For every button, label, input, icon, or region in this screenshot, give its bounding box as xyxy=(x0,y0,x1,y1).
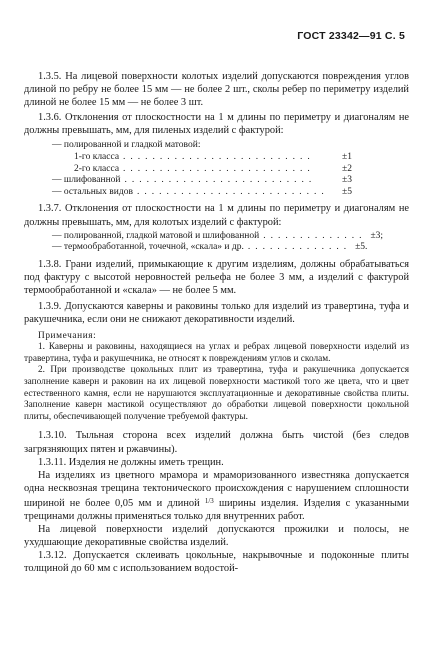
clause-1-3-10: 1.3.10. Тыльная сторона всех изделий должна быть чистой (без следов загрязняющих пятен и ржавчины). xyxy=(24,430,409,455)
clause-1-3-6: 1.3.6. Отклонения от плоскостности на 1 м длины по периметру и диагоналям не должны превышать, мм, для пиленых изделий с фактурой: xyxy=(24,112,409,137)
list-item-label: 1-го класса xyxy=(74,152,120,163)
flatness-list-sawn xyxy=(52,140,352,198)
notes-block xyxy=(24,331,409,424)
leader-dots: .......................... xyxy=(123,152,315,163)
leader-dots: .......................... xyxy=(123,163,315,174)
list-item-label: — остальных видов xyxy=(52,186,133,197)
fraction: 1/3 xyxy=(204,496,214,505)
list-item-value: ±2 xyxy=(342,163,352,174)
list-item-value: ±5 xyxy=(342,186,352,197)
list-item-label: — шлифованной xyxy=(52,175,121,186)
list-item xyxy=(52,175,352,187)
clause-1-3-8: 1.3.8. Грани изделий, примыкающие к другим изделиям, должны обрабатываться под фактуру с высотой неровностей рельефа не более 3 мм, а изделий с фактурой термообработанной и «скала» — не более 5 мм. xyxy=(24,259,409,297)
clause-1-3-9: 1.3.9. Допускаются каверны и раковины только для изделий из травертина, туфа и ракушечника, если они не снижают декоративности изделий. xyxy=(24,300,409,325)
list-item-value: ±3; xyxy=(370,230,384,241)
clause-1-3-12: 1.3.12. Допускается склеивать цокольные, накрывочные и подоконные плиты толщиной до 60 мм с использованием водостой- xyxy=(24,550,409,575)
page-header: ГОСТ 23342—91 С. 5 xyxy=(297,30,405,42)
clause-1-3-5: 1.3.5. На лицевой поверхности колотых изделий допускаются повреждения углов длиной по ребру не более 15 мм — не более 2 шт., сколы ребер по периметру изделий длиной не более 15 мм — не более 3 шт. xyxy=(24,71,409,109)
list-item xyxy=(52,140,352,152)
note-2: 2. При производстве цокольных плит из травертина, туфа и ракушечника допускается заполнение каверн и раковин на их лицевой поверхности мастикой того же цвета, что и цвет естественного камня, если не нарушаются эксплуатационные и декоративные свойства плиты. Заполнение каверн мастикой осуществляют до обработки лицевой поверхности цокольной плиты, обеспечивающей получение требуемой фактуры. xyxy=(24,365,409,422)
clause-1-3-11-veins: На лицевой поверхности изделий допускаются прожилки и полосы, не ухудшающие декоративные свойства изделий. xyxy=(24,524,409,549)
clause-1-3-11: 1.3.11. Изделия не должны иметь трещин. xyxy=(38,456,224,468)
document-body xyxy=(24,70,409,575)
list-item-label: — полированной и гладкой матовой: xyxy=(52,140,201,151)
flatness-list-split xyxy=(52,230,384,255)
leader-dots: .............. xyxy=(247,242,352,253)
list-item-value: ±1 xyxy=(342,152,352,163)
leader-dots: .............. xyxy=(263,230,367,241)
leader-dots: .......................... xyxy=(124,175,317,186)
list-item xyxy=(52,230,384,243)
list-item-label: — термообработанной, точечной, «скала» и др. xyxy=(52,242,244,253)
list-item-label: 2-го класса xyxy=(74,163,120,174)
list-item xyxy=(52,187,352,199)
notes-title: Примечания: xyxy=(38,330,97,341)
note-1: 1. Каверны и раковины, находящиеся на углах и ребрах лицевой поверхности изделий из травертина, туфа и ракушечника, не относят к повреждениям углов и сколам. xyxy=(24,342,409,364)
list-item-label: — полированной, гладкой матовой и шлифованной xyxy=(52,230,260,241)
clause-1-3-7: 1.3.7. Отклонения от плоскостности на 1 м длины по периметру и диагоналям не должны превышать, мм, для колотых изделий с фактурой: xyxy=(24,203,409,228)
clause-1-3-11-cracks xyxy=(24,469,409,523)
list-item-value: ±5. xyxy=(355,242,368,253)
list-item xyxy=(52,242,368,254)
list-item-value: ±3 xyxy=(342,175,352,186)
leader-dots: .......................... xyxy=(136,186,329,197)
text-run: На изделиях из цветного мрамора и мраморизованного известняка допускается одна несквозная трещина тектонического происхождения с нарушением сплошности шириной не более 0,05 мм и длиной xyxy=(24,469,409,509)
list-item xyxy=(52,152,352,164)
list-item xyxy=(52,164,352,176)
text-run: ширины изделия. Изделия с указанными трещинами должны применяться только для внутренних работ. xyxy=(24,497,410,522)
